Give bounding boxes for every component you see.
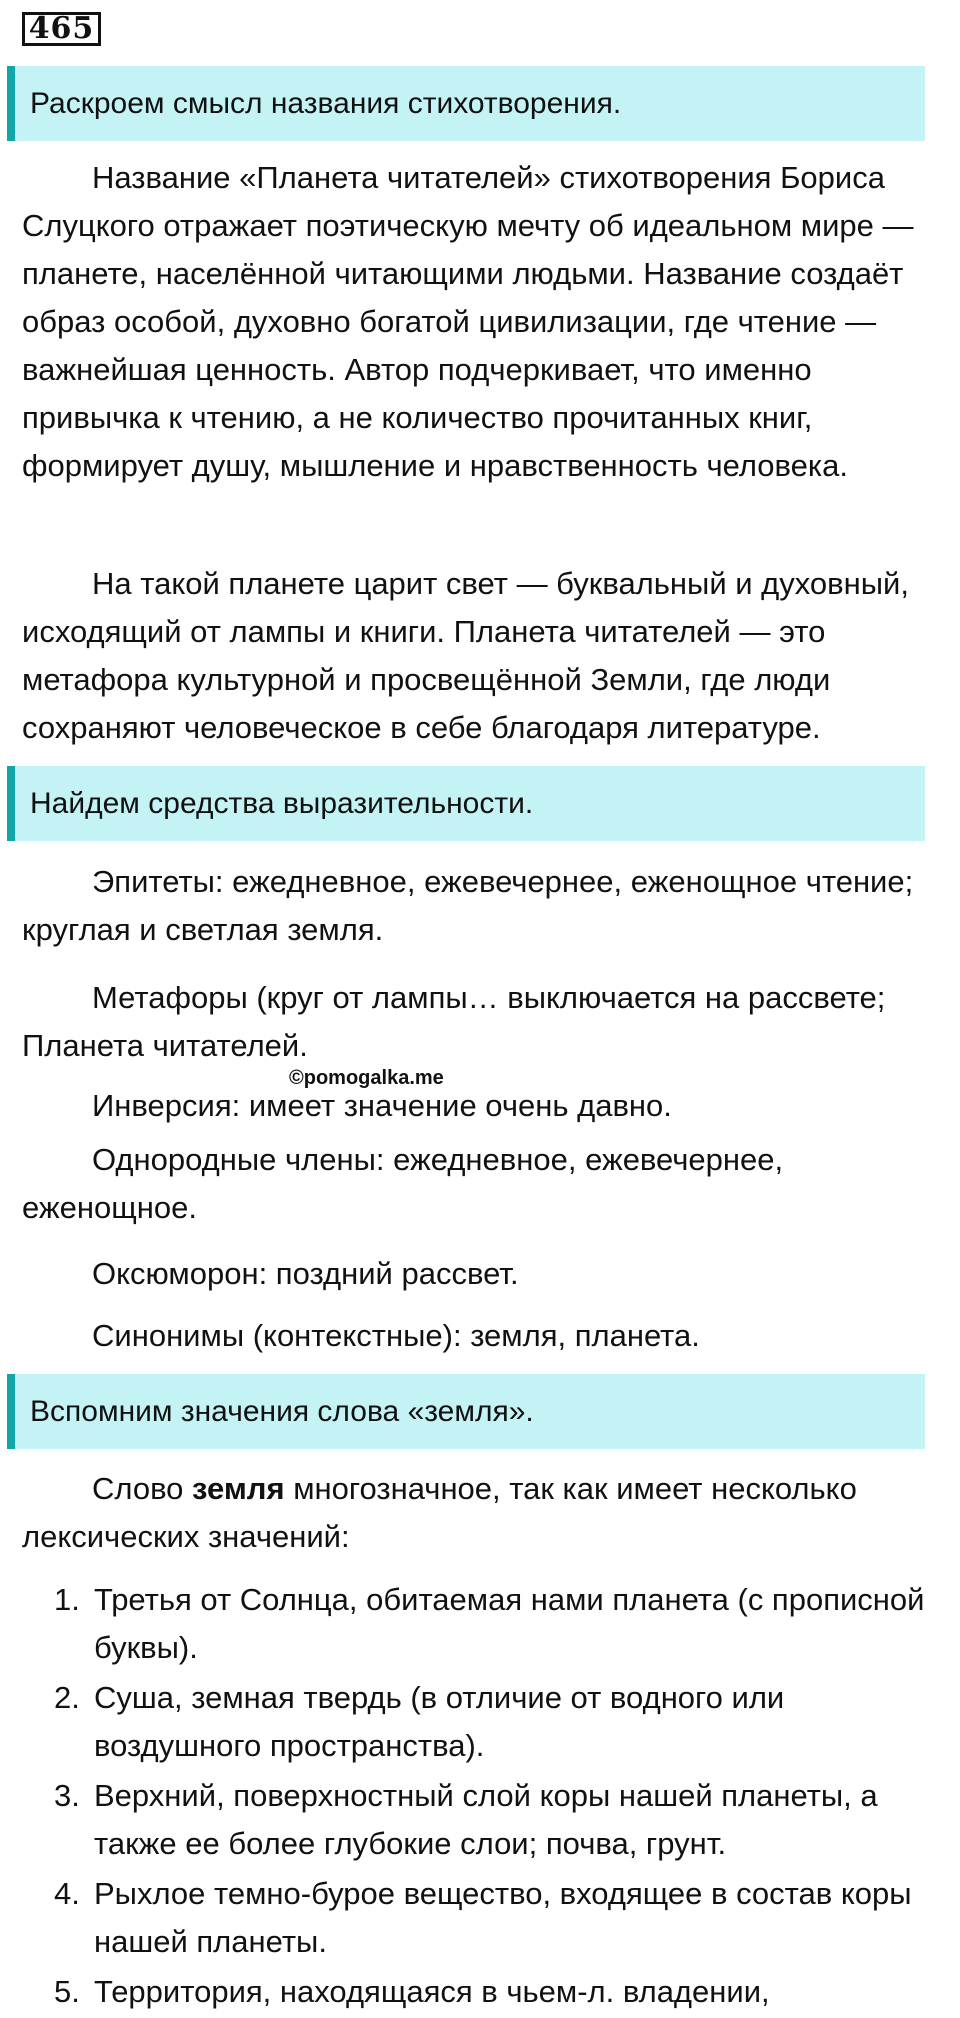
section-heading-expressive-means: Найдем средства выразительности.: [7, 766, 925, 841]
list-item-text: Суша, земная твердь (в отличие от водного или воздушного пространства).: [94, 1680, 785, 1763]
list-item-number: 1.: [54, 1582, 80, 1617]
list-item: [22, 1870, 952, 1966]
list-item: [22, 1576, 952, 1672]
meanings-list: [22, 1576, 952, 2018]
list-item-number: 4.: [54, 1876, 80, 1911]
list-item-text: Территория, находящаяся в чьем-л. владении,: [94, 1974, 770, 2009]
paragraph-epithets: Эпитеты: ежедневное, ежевечернее, еженощное чтение; круглая и светлая земля.: [22, 864, 914, 947]
paragraph-title-meaning-2: На такой планете царит свет — буквальный и духовный, исходящий от лампы и книги. Планета читателей — это метафора культурной и просвещённой Земли, где люди сохраняют человеческое в себе благодаря литературе.: [22, 566, 909, 745]
paragraph-word-intro: [22, 1465, 952, 1561]
list-item-number: 5.: [54, 1974, 80, 2009]
list-item: [22, 1674, 952, 1770]
intro-keyword: земля: [192, 1471, 285, 1506]
paragraph-synonyms: Синонимы (контекстные): земля, планета.: [92, 1318, 700, 1353]
intro-text-after: многозначное, так как имеет несколько лексических значений:: [22, 1471, 857, 1554]
section-heading-title-meaning: Раскроем смысл названия стихотворения.: [7, 66, 925, 141]
list-item-text: Верхний, поверхностный слой коры нашей планеты, а также ее более глубокие слои; почва, грунт.: [94, 1778, 878, 1861]
paragraph-oxymoron: Оксюморон: поздний рассвет.: [92, 1256, 519, 1291]
paragraph-metaphors: Метафоры (круг от лампы… выключается на рассвете; Планета читателей.: [22, 980, 886, 1063]
list-item-text: Третья от Солнца, обитаемая нами планета (с прописной буквы).: [94, 1582, 925, 1665]
section-heading-word-meanings: Вспомним значения слова «земля».: [7, 1374, 925, 1449]
watermark: ©pomogalka.me: [289, 1067, 444, 1089]
paragraph-title-meaning-1: Название «Планета читателей» стихотворения Бориса Слуцкого отражает поэтическую мечту об идеальном мире — планете, населённой читающими людьми. Название создаёт образ особой, духовно богатой цивилизации, где чтение — важнейшая ценность. Автор подчеркивает, что именно привычка к чтению, а не количество прочитанных книг, формирует душу, мышление и нравственность человека.: [22, 160, 914, 483]
paragraph-inversion: Инверсия: имеет значение очень давно.: [92, 1088, 672, 1123]
intro-text-before: Слово: [92, 1471, 193, 1506]
list-item: [22, 1968, 952, 2016]
list-item-number: 2.: [54, 1680, 80, 1715]
task-number-badge: 465: [22, 12, 101, 46]
list-item-text: Рыхлое темно-бурое вещество, входящее в состав коры нашей планеты.: [94, 1876, 912, 1959]
list-item-number: 3.: [54, 1778, 80, 1813]
list-item: [22, 1772, 952, 1868]
paragraph-homogeneous-members: Однородные члены: ежедневное, ежевечернее, еженощное.: [22, 1142, 784, 1225]
